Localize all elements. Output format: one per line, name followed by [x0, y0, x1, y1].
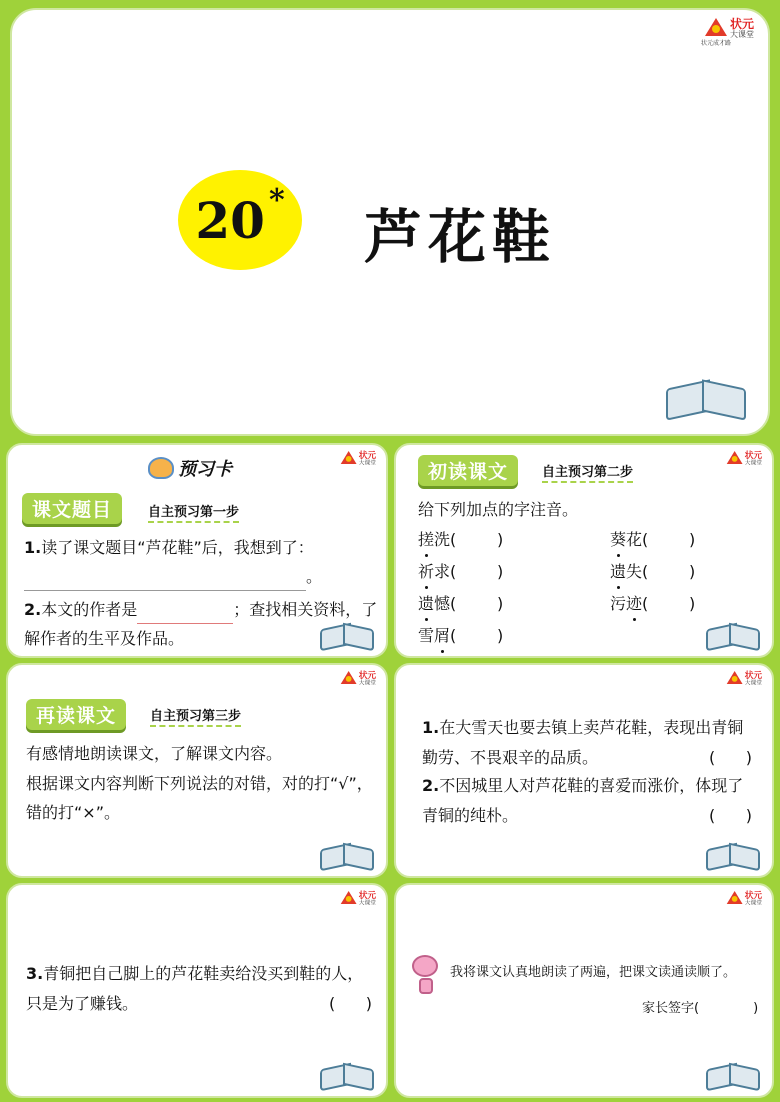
preview-card-step-1 — [6, 443, 388, 658]
question-1 — [24, 533, 382, 591]
logo-icon — [705, 18, 727, 36]
word-item — [418, 621, 503, 650]
preview-card-step-3 — [6, 663, 388, 878]
answer-paren[interactable]: ( ) — [329, 994, 372, 1013]
logo-icon — [727, 891, 743, 904]
logo-icon — [341, 671, 357, 684]
dotted-char: 迹 — [626, 589, 642, 618]
brand-logo — [341, 891, 376, 913]
answer-paren[interactable]: ( ) — [642, 594, 696, 613]
book-icon — [666, 382, 746, 418]
word-item — [418, 525, 503, 554]
answer-paren[interactable]: ( ) — [709, 748, 752, 767]
word-item — [610, 525, 695, 554]
item-number: 2. — [422, 776, 440, 795]
answer-paren[interactable]: ( ) — [450, 626, 504, 645]
tab-lesson-title: 课文题目 — [22, 493, 122, 524]
dotted-char: 搓 — [418, 525, 434, 554]
logo-brand: 状元 — [358, 670, 376, 681]
judgement-item-2 — [422, 771, 752, 831]
logo-brand: 状元 — [358, 450, 376, 461]
word-item — [610, 557, 695, 586]
logo-brand: 状元 — [744, 450, 762, 461]
logo-brand: 状元 — [358, 890, 376, 901]
card-label-text: 预习卡 — [178, 459, 232, 480]
word-rest: 求 — [434, 562, 451, 581]
item-text: 不因城里人对芦花鞋的喜爱而涨价，体现了青铜的纯朴。 — [422, 776, 744, 825]
word-rest: 污 — [610, 594, 627, 613]
logo-sub: 大课堂 — [358, 679, 376, 687]
title-slide — [10, 8, 770, 436]
book-icon — [320, 844, 374, 868]
logo-sub: 大课堂 — [744, 679, 762, 687]
logo-sub: 大课堂 — [744, 899, 762, 907]
dotted-char: 遗 — [610, 557, 626, 586]
question-number: 1. — [24, 538, 42, 557]
word-item — [418, 589, 503, 618]
card-label — [148, 455, 232, 481]
parent-signature-card — [394, 883, 774, 1098]
dotted-char: 葵 — [610, 525, 626, 554]
reading-statement: 我将课文认真地朗读了两遍，把课文读通读顺了。 — [450, 965, 737, 980]
brand-logo — [341, 451, 376, 473]
question-text: 读了课文题目“芦花鞋”后，我想到了： — [41, 538, 314, 557]
parent-signature — [642, 999, 768, 1019]
question-text: 本文的作者是 — [41, 600, 138, 619]
logo-sub: 大课堂 — [358, 899, 376, 907]
signature-label: 家长签字( — [642, 1001, 700, 1016]
instruction: 给下列加点的字注音。 — [418, 500, 579, 519]
word-rest: 憾 — [434, 594, 451, 613]
word-rest: 雪 — [418, 626, 435, 645]
dotted-char: 祈 — [418, 557, 434, 586]
book-icon — [320, 1064, 374, 1088]
judgement-item-3 — [26, 959, 372, 1019]
logo-icon — [341, 891, 357, 904]
logo-sub: 大课堂 — [744, 459, 762, 467]
judgement-item-1 — [422, 713, 752, 773]
step-label: 自主预习第一步 — [148, 501, 239, 523]
logo-icon — [727, 451, 743, 464]
word-rest: 洗 — [434, 530, 451, 549]
brand-logo — [727, 451, 762, 473]
judgement-card — [394, 663, 774, 878]
instruction-line-2: 根据课文内容判断下列说法的对错，对的打“√”，错的打“×”。 — [26, 774, 373, 822]
logo-brand: 状元 — [729, 17, 754, 31]
question-number: 2. — [24, 600, 42, 619]
lesson-number: 20 — [195, 190, 265, 250]
signature-close: ) — [753, 1001, 759, 1016]
item-number: 3. — [26, 964, 44, 983]
kite-icon — [148, 457, 174, 479]
author-blank[interactable] — [137, 606, 233, 624]
lesson-asterisk: * — [268, 182, 285, 218]
brand-logo — [341, 671, 376, 693]
item-text: 在大雪天也要去镇上卖芦花鞋，表现出青铜勤劳、不畏艰辛的品质。 — [422, 718, 744, 767]
answer-paren[interactable]: ( ) — [709, 806, 752, 825]
answer-paren[interactable]: ( ) — [450, 530, 504, 549]
mascot-icon — [412, 955, 440, 997]
book-icon — [706, 844, 760, 868]
question-end: 。 — [306, 567, 323, 586]
answer-paren[interactable]: ( ) — [642, 530, 696, 549]
judgement-card-2 — [6, 883, 388, 1098]
word-rest: 花 — [626, 530, 643, 549]
dotted-char: 遗 — [418, 589, 434, 618]
word-rest: 失 — [626, 562, 643, 581]
step-label: 自主预习第三步 — [150, 705, 241, 727]
preview-card-step-2 — [394, 443, 774, 658]
tab-first-reading: 初读课文 — [418, 455, 518, 486]
dotted-char: 屑 — [434, 621, 450, 650]
logo-sub: 大课堂 — [729, 30, 754, 39]
question-text: ；查找相关资料，了解作者的生平及作品。 — [24, 600, 378, 648]
book-icon — [706, 1064, 760, 1088]
word-item — [610, 589, 695, 618]
book-icon — [320, 624, 374, 648]
word-item — [418, 557, 503, 586]
brand-logo — [700, 17, 754, 48]
logo-icon — [341, 451, 357, 464]
tab-second-reading: 再读课文 — [26, 699, 126, 730]
item-text: 青铜把自己脚上的芦花鞋卖给没买到鞋的人，只是为了赚钱。 — [26, 964, 364, 1013]
step-label: 自主预习第二步 — [542, 461, 633, 483]
logo-brand: 状元 — [744, 670, 762, 681]
logo-brand: 状元 — [744, 890, 762, 901]
answer-blank[interactable] — [24, 573, 306, 591]
lesson-title: 芦花鞋 — [364, 203, 557, 271]
logo-caption: 状元成才路 — [700, 40, 731, 47]
answer-paren[interactable]: ( ) — [642, 562, 696, 581]
logo-sub: 大课堂 — [358, 459, 376, 467]
brand-logo — [727, 891, 762, 913]
answer-paren[interactable]: ( ) — [450, 594, 504, 613]
lesson-number-badge — [178, 170, 302, 270]
item-number: 1. — [422, 718, 440, 737]
brand-logo — [727, 671, 762, 693]
logo-icon — [727, 671, 743, 684]
answer-paren[interactable]: ( ) — [450, 562, 504, 581]
book-icon — [706, 624, 760, 648]
instruction-line-1: 有感情地朗读课文，了解课文内容。 — [26, 744, 283, 763]
